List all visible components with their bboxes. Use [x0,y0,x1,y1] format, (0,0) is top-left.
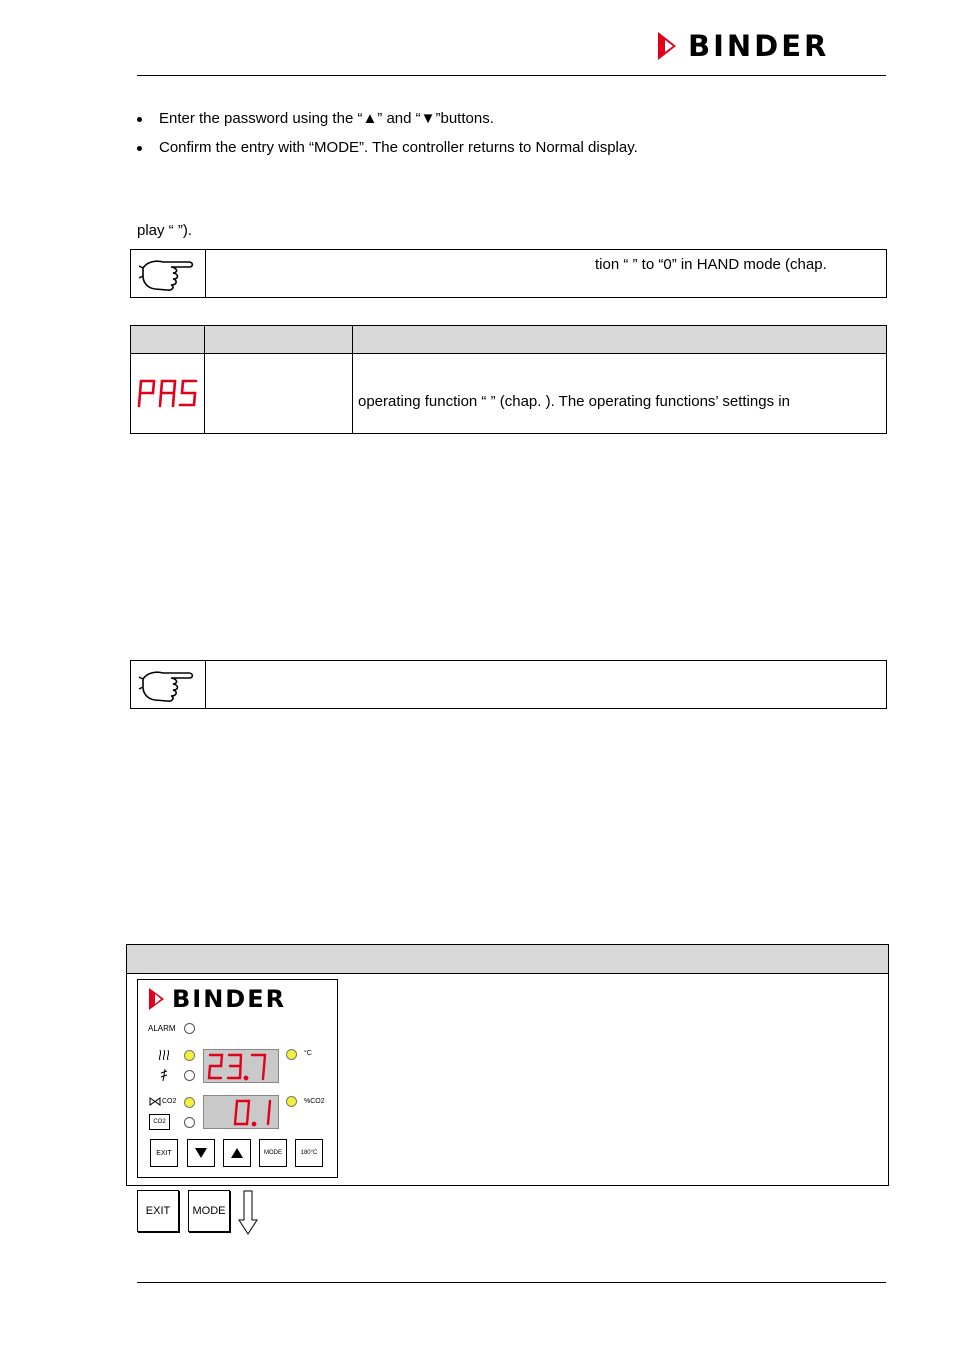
temperature-display [203,1049,279,1083]
alarm-label: ALARM [148,1024,176,1033]
binder-logo-mark-icon [656,30,680,62]
note-box-2 [130,660,887,709]
bullet-text: Confirm the entry with “MODE”. The controller returns to Normal display. [159,139,638,156]
mode-button[interactable]: MODE [259,1139,287,1167]
controller-section [126,944,889,1186]
header-rule [137,75,886,76]
temperature-unit: °C [304,1050,312,1057]
note-1-text: tion “ ” to “0” in HAND mode (chap. [595,256,827,273]
co2-label: CO2 [162,1098,177,1105]
co2-digits [204,1096,278,1128]
down-button[interactable] [187,1139,215,1167]
bullet-dot [137,146,142,151]
co2-led [286,1096,297,1107]
co2-valve-icon [149,1097,161,1106]
table-row-text: operating function “ ” (chap. ). The operating functions’ settings in [358,393,790,410]
co2-display [203,1095,279,1129]
up-button[interactable] [223,1139,251,1167]
heating-led [184,1050,195,1061]
bullet-dot [137,117,142,122]
temperature-led [286,1049,297,1060]
controller-logo-text: BINDER [172,985,287,1013]
exit-button[interactable]: EXIT [150,1139,178,1167]
co2-unit: %CO2 [304,1098,325,1105]
info-table [130,325,887,434]
arrow-up-icon [230,1147,244,1159]
temperature-digits [204,1050,278,1082]
pointing-hand-icon [137,665,199,705]
table-divider [352,326,353,433]
binder-logo-text: BINDER [688,28,830,63]
binder-logo [656,30,829,62]
controller-panel [137,979,338,1178]
footer-rule [137,1282,886,1283]
mode-key[interactable]: MODE [188,1190,230,1232]
paragraph-fragment: play “ ”). [137,222,193,239]
cooling-led [184,1070,195,1081]
co2-box-label: CO2 [153,1119,166,1125]
heat-sterilization-button[interactable]: 180°C [295,1139,323,1167]
bullet-text: Enter the password using the “▲” and “▼”buttons. [159,110,494,127]
co2-box-led [184,1117,195,1128]
heating-icon [158,1049,172,1061]
pointing-hand-icon [137,254,199,294]
co2-valve-led [184,1097,195,1108]
table-header-row [131,326,886,354]
pas-display-icon [136,378,202,408]
binder-logo-mark-icon [148,986,166,1012]
note-icon-cell [131,661,206,708]
note-icon-cell [131,250,206,297]
alarm-led [184,1023,195,1034]
arrow-down-icon [194,1147,208,1159]
controller-section-header [127,945,888,974]
arrow-down-outline-icon [238,1190,258,1235]
exit-key[interactable]: EXIT [137,1190,179,1232]
table-divider [204,326,205,433]
co2-box-icon [149,1114,170,1130]
cooling-icon [158,1068,170,1082]
controller-logo [148,986,286,1012]
note-box-1 [130,249,887,298]
